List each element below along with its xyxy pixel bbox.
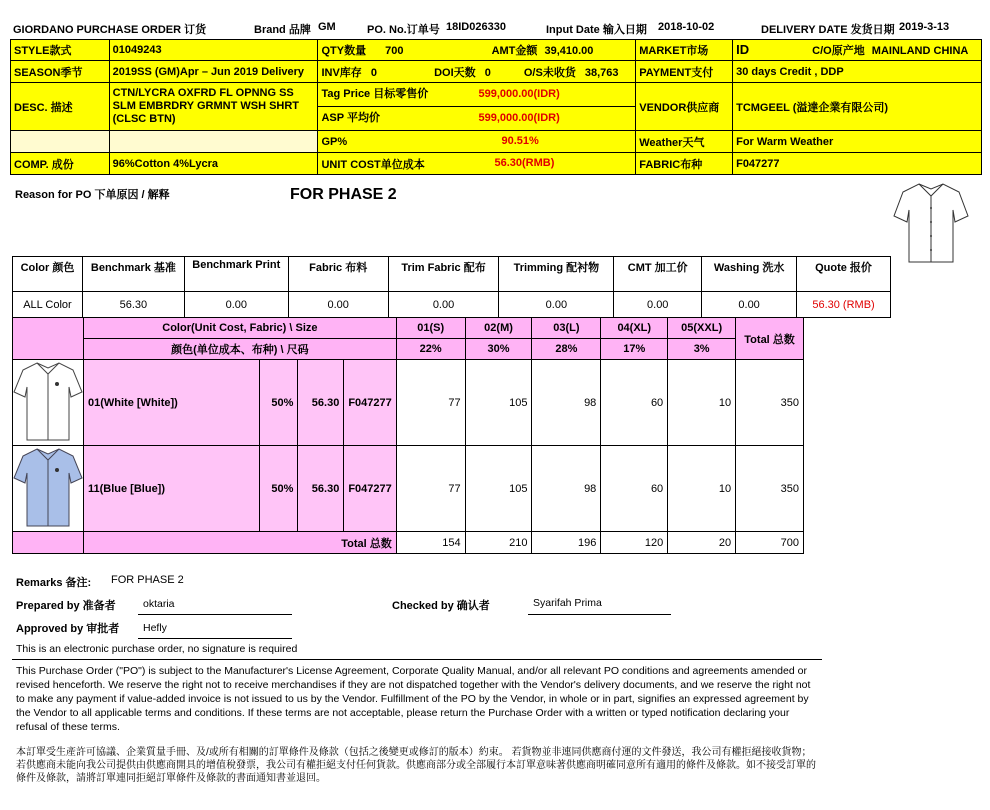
footer-qty: 120 xyxy=(601,532,668,554)
qty-cell: 60 xyxy=(601,360,668,446)
size-footer-row xyxy=(13,532,804,554)
white-shirt-icon xyxy=(13,360,83,442)
unit-cost-label: UNIT COST单位成本 xyxy=(321,158,425,171)
row-pct: 50% xyxy=(260,446,298,532)
ratio-cell: 22% xyxy=(396,339,465,360)
cost-cell: 0.00 xyxy=(702,292,797,318)
ratio-cell: 17% xyxy=(601,339,668,360)
qty-value: 700 xyxy=(385,45,404,57)
market-label: MARKET市场 xyxy=(636,40,733,61)
cost-header-cell: Quote 报价 xyxy=(797,257,891,292)
reason-value: FOR PHASE 2 xyxy=(290,186,397,203)
payment-value: 30 days Credit , DDP xyxy=(733,61,982,83)
prepared-label: Prepared by 准备者 xyxy=(16,600,116,612)
ratio-cell: 3% xyxy=(668,339,736,360)
qty-label: QTY数量 xyxy=(321,45,367,57)
size-header-en: Color(Unit Cost, Fabric) \ Size xyxy=(84,318,397,339)
blue-shirt-image xyxy=(13,446,84,532)
cost-header-cell: Washing 洗水 xyxy=(702,257,797,292)
weather-label: Weather天气 xyxy=(636,131,733,153)
size-header: 01(S) xyxy=(396,318,465,339)
inv-label: INV库存 xyxy=(321,66,362,79)
brand-value: GM xyxy=(318,21,336,33)
price-cell xyxy=(318,83,636,131)
product-sketch xyxy=(893,180,969,266)
payment-label: PAYMENT支付 xyxy=(636,61,733,83)
unit-cost-value: 56.30(RMB) xyxy=(494,157,555,169)
checked-line xyxy=(528,614,671,615)
terms-english: This Purchase Order ("PO") is subject to the Manufacturer's License Agreement, Corporate Quality Manual, and/or all relevant PO conditions and agreements amended or revised henceforth. We reserve the right not to receive merchandises if they are not dispatched together with the Vendor's delivery documents, and we reserve the right not to make any payment if value-added invoice is not issued to us by the Vendor. Fulfillment of the PO by the Vendor, in whole or in part, signifies an expressed agreement by the Vendor to all applicable terms and conditions. If these terms are not acceptable, please return the Purchase Order with a written or typed notification declaring your refusal of these terms. xyxy=(16,665,811,733)
approved-line xyxy=(138,638,292,639)
footer-qty: 196 xyxy=(532,532,601,554)
blank-cell-b xyxy=(109,131,318,153)
qty-cell: 10 xyxy=(668,360,736,446)
tag-price-value: 599,000.00(IDR) xyxy=(478,88,560,100)
divider xyxy=(12,659,822,660)
blue-shirt-icon xyxy=(13,446,83,528)
doi-label: DOI天数 xyxy=(434,66,476,79)
cost-cell: 0.00 xyxy=(288,292,388,318)
cost-header-cell: Trimming 配衬物 xyxy=(499,257,614,292)
input-date-label: Input Date 输入日期 xyxy=(546,24,647,36)
po-number-label: PO. No.订单号 xyxy=(367,24,440,36)
qty-cell: 98 xyxy=(532,446,601,532)
co-label: C/O原产地 xyxy=(812,45,865,57)
cost-cell: 0.00 xyxy=(614,292,702,318)
approved-value: Hefly xyxy=(143,622,167,634)
os-label: O/S未收货 xyxy=(523,66,576,79)
season-value: 2019SS (GM)Apr – Jun 2019 Delivery xyxy=(109,61,318,83)
gp-value: 90.51% xyxy=(501,135,539,147)
season-label: SEASON季节 xyxy=(11,61,110,83)
row-total: 350 xyxy=(736,446,804,532)
row-fabric: F047277 xyxy=(344,446,396,532)
size-row-blue xyxy=(13,446,804,532)
qty-cell: 77 xyxy=(396,446,465,532)
amt-label: AMT金额 xyxy=(491,45,538,57)
row-cost: 56.30 xyxy=(298,360,344,446)
cost-header-cell: Benchmark 基准 xyxy=(82,257,184,292)
vendor-value: TCMGEEL (溢達企業有限公司) xyxy=(733,83,982,131)
style-label: STYLE款式 xyxy=(11,40,110,61)
row-cost: 56.30 xyxy=(298,446,344,532)
cost-header-cell: CMT 加工价 xyxy=(614,257,702,292)
co-value: MAINLAND CHINA xyxy=(871,45,969,57)
doi-value: 0 xyxy=(484,66,491,79)
footer-qty: 20 xyxy=(668,532,736,554)
blank-cell-a xyxy=(11,131,110,153)
footer-blank xyxy=(13,532,84,554)
cost-cell: 0.00 xyxy=(388,292,499,318)
asp-value: 599,000.00(IDR) xyxy=(478,112,560,124)
footer-qty: 210 xyxy=(465,532,532,554)
row-color: 11(Blue [Blue]) xyxy=(84,446,260,532)
ratio-cell: 28% xyxy=(532,339,601,360)
remarks-value: FOR PHASE 2 xyxy=(111,574,184,586)
input-date-value: 2018-10-02 xyxy=(658,21,715,33)
weather-value: For Warm Weather xyxy=(733,131,982,153)
comp-label: COMP. 成份 xyxy=(11,153,110,175)
size-header-cn: 颜色(单位成本、布种) \ 尺码 xyxy=(84,339,397,360)
market-co-cell xyxy=(733,40,982,61)
row-pct: 50% xyxy=(260,360,298,446)
size-table xyxy=(12,317,804,554)
desc-value: CTN/LYCRA OXFRD FL OPNNG SS SLM EMBRDRY GRMNT WSH SHRT (CLSC BTN) xyxy=(109,83,318,131)
qty-cell: 98 xyxy=(532,360,601,446)
size-header: 03(L) xyxy=(532,318,601,339)
delivery-date-label: DELIVERY DATE 发货日期 xyxy=(761,24,895,36)
inv-value: 0 xyxy=(370,66,377,79)
style-value: 01049243 xyxy=(109,40,318,61)
white-shirt-image xyxy=(13,360,84,446)
cost-header-cell: Benchmark Print xyxy=(184,257,288,292)
fabric-value: F047277 xyxy=(733,153,982,175)
footer-total: 700 xyxy=(736,532,804,554)
size-row-white xyxy=(13,360,804,446)
qty-amt-cell xyxy=(318,40,636,61)
tag-price-label: Tag Price 目标零售价 xyxy=(321,88,429,100)
row-color: 01(White [White]) xyxy=(84,360,260,446)
unit-cost-cell xyxy=(318,153,636,175)
qty-cell: 77 xyxy=(396,360,465,446)
gp-label: GP% xyxy=(321,135,348,148)
cost-row xyxy=(13,292,891,318)
info-table xyxy=(10,39,982,175)
cost-cell: 56.30 xyxy=(82,292,184,318)
checked-value: Syarifah Prima xyxy=(533,597,602,609)
size-header: 04(XL) xyxy=(601,318,668,339)
reason-label: Reason for PO 下单原因 / 解释 xyxy=(15,189,170,201)
row-fabric: F047277 xyxy=(344,360,396,446)
gp-cell xyxy=(318,131,636,153)
fabric-label: FABRIC布种 xyxy=(636,153,733,175)
cost-header-cell: Trim Fabric 配布 xyxy=(388,257,499,292)
inv-cell xyxy=(318,61,636,83)
footer-qty: 154 xyxy=(396,532,465,554)
po-number-value: 18ID026330 xyxy=(446,21,506,33)
qty-cell: 10 xyxy=(668,446,736,532)
po-title: GIORDANO PURCHASE ORDER 订货 xyxy=(13,24,207,36)
image-header-cell xyxy=(13,318,84,360)
electronic-note: This is an electronic purchase order, no signature is required xyxy=(16,643,298,655)
cost-table xyxy=(12,256,891,318)
tag-price-row xyxy=(318,83,635,107)
cost-cell: 0.00 xyxy=(499,292,614,318)
vendor-label: VENDOR供应商 xyxy=(636,83,733,131)
prepared-value: oktaria xyxy=(143,598,175,610)
qty-cell: 60 xyxy=(601,446,668,532)
checked-label: Checked by 确认者 xyxy=(392,600,490,612)
cost-cell: ALL Color xyxy=(13,292,83,318)
asp-row xyxy=(318,107,635,130)
qty-cell: 105 xyxy=(465,360,532,446)
footer-total-label: Total 总数 xyxy=(84,532,397,554)
comp-value: 96%Cotton 4%Lycra xyxy=(109,153,318,175)
os-value: 38,763 xyxy=(584,66,619,79)
qty-cell: 105 xyxy=(465,446,532,532)
quote-cell: 56.30 (RMB) xyxy=(797,292,891,318)
cost-header-cell: Color 颜色 xyxy=(13,257,83,292)
delivery-date-value: 2019-3-13 xyxy=(899,21,950,33)
prepared-line xyxy=(138,614,292,615)
size-header: 02(M) xyxy=(465,318,532,339)
row-total: 350 xyxy=(736,360,804,446)
cost-header-row xyxy=(13,257,891,292)
brand-label: Brand 品牌 xyxy=(254,24,311,36)
size-header: 05(XXL) xyxy=(668,318,736,339)
market-value: ID xyxy=(736,42,750,57)
amt-value: 39,410.00 xyxy=(544,45,594,57)
total-header: Total 总数 xyxy=(736,318,804,360)
cost-header-cell: Fabric 布料 xyxy=(288,257,388,292)
remarks-label: Remarks 备注: xyxy=(16,577,92,589)
terms-chinese: 本訂單受生產許可協議、企業質量手冊、及/或所有相關的訂單條件及條款（包括之後變更或修訂的版本）約束。 若貨物並非連同供應商付運的文件發送，我公司有權拒絕接收貨物；若供應商未能向我公司提供由供應商開具的增值稅發票，我公司有權拒絕支付任何貨款。供應商部分或全部履行本訂單意味著供應商明確同意所有適用的條件及條款。如不接受訂單的條件及條款，請將訂單連同拒絕訂單條件及條款的書面通知書並退回。 xyxy=(16,747,816,784)
asp-label: ASP 平均价 xyxy=(321,112,380,124)
ratio-cell: 30% xyxy=(465,339,532,360)
cost-cell: 0.00 xyxy=(184,292,288,318)
approved-label: Approved by 审批者 xyxy=(16,623,120,635)
desc-label: DESC. 描述 xyxy=(11,83,110,131)
